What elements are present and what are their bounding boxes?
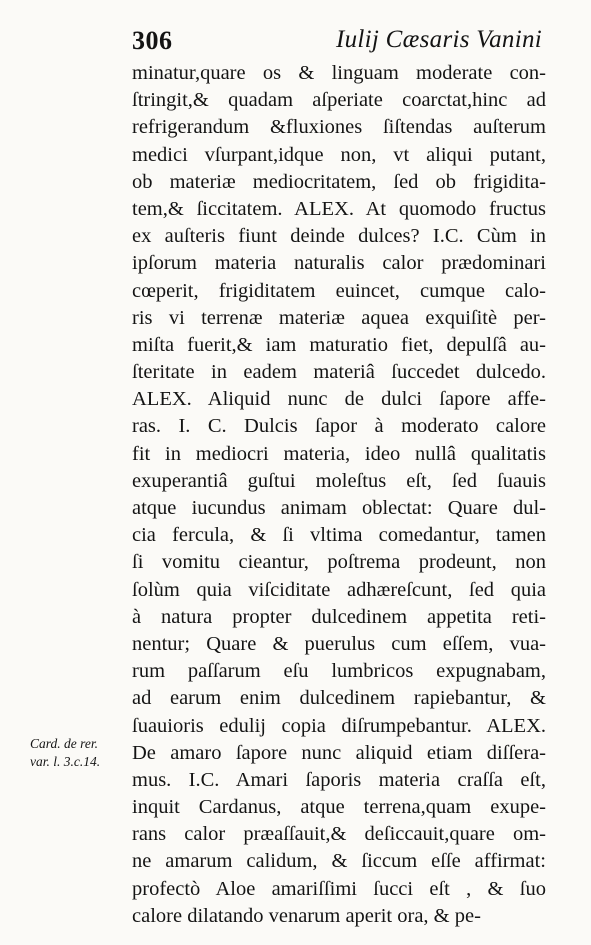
text-line: tem,& ſiccitatem. ALEX. At quomodo fructus bbox=[132, 197, 546, 220]
text-line: nentur; Quare & puerulus cum eſſem, vua- bbox=[132, 632, 546, 655]
text-line: ipſorum materia naturalis calor prædominari bbox=[132, 252, 546, 275]
running-title: Iulij Cæsaris Vanini bbox=[335, 26, 542, 53]
text-line: rans calor præaſſauit,& deſiccauit,quare om- bbox=[132, 823, 546, 846]
text-line: ad earum enim dulcedinem rapiebantur, & bbox=[132, 687, 546, 710]
text-line: ex auſteris fiunt deinde dulces? I.C. Cùm in bbox=[132, 225, 546, 248]
text-line: refrigerandum &fluxiones ſiſtendas auſterum bbox=[132, 116, 546, 139]
text-line: fit in mediocri materia, ideo nullâ qualitatis bbox=[132, 442, 546, 465]
text-line: profectò Aloe amariſſimi ſucci eſt , & ſuo bbox=[132, 877, 546, 900]
text-line: ALEX. Aliquid nunc de dulci ſapore affe- bbox=[132, 388, 546, 411]
text-line: ob materiæ mediocritatem, ſed ob frigidita- bbox=[132, 170, 546, 193]
text-line: minatur,quare os & linguam moderate con- bbox=[132, 62, 546, 84]
running-head bbox=[132, 24, 542, 60]
margin-note bbox=[30, 735, 130, 771]
text-line: inquit Cardanus, atque terrena,quam exupe- bbox=[132, 796, 546, 819]
text-line: ſteritate in eadem materiâ ſuccedet dulcedo. bbox=[132, 361, 546, 384]
text-line: ris vi terrenæ materiæ aquea exquiſitè per- bbox=[132, 306, 546, 329]
body-text bbox=[132, 60, 546, 930]
margin-note-line: var. l. 3.c.14. bbox=[30, 754, 101, 769]
text-line: cia fercula, & ſi vltima comedantur, tamen bbox=[132, 524, 546, 547]
text-line: De amaro ſapore nunc aliquid etiam diſſera- bbox=[132, 741, 546, 764]
margin-note-line: Card. de rer. bbox=[30, 736, 99, 751]
text-line: exuperantiâ guſtui moleſtus eſt, ſed ſuauis bbox=[132, 469, 546, 492]
text-line: medici vſurpant,idque non, vt aliqui putant, bbox=[132, 143, 546, 166]
text-line: calore dilatando venarum aperit ora, & pe- bbox=[132, 904, 481, 927]
text-line: ſtringit,& quadam aſperiate coarctat,hinc ad bbox=[132, 89, 546, 112]
text-line: ne amarum calidum, & ſiccum eſſe affirmat: bbox=[132, 850, 546, 873]
text-line: rum paſſarum eſu lumbricos expugnabam, bbox=[132, 660, 546, 683]
text-line: ſolùm quia viſciditate adhæreſcunt, ſed quia bbox=[132, 578, 546, 601]
text-line: ras. I. C. Dulcis ſapor à moderato calore bbox=[132, 415, 546, 438]
page-number: 306 bbox=[132, 26, 173, 55]
text-line: atque iucundus animam oblectat: Quare dul- bbox=[132, 497, 546, 519]
text-line: mus. I.C. Amari ſaporis materia craſſa eſt, bbox=[132, 768, 546, 791]
text-line: miſta fuerit,& iam maturatio fiet, depulſâ au- bbox=[132, 333, 546, 356]
text-line: à natura propter dulcedinem appetita reti- bbox=[132, 605, 546, 628]
text-line: cœperit, frigiditatem euincet, cumque calo- bbox=[132, 279, 546, 302]
text-line: ſi vomitu cieantur, poſtrema prodeunt, non bbox=[132, 551, 546, 574]
text-line: ſuauioris edulij copia diſrumpebantur. ALEX. bbox=[132, 714, 546, 737]
